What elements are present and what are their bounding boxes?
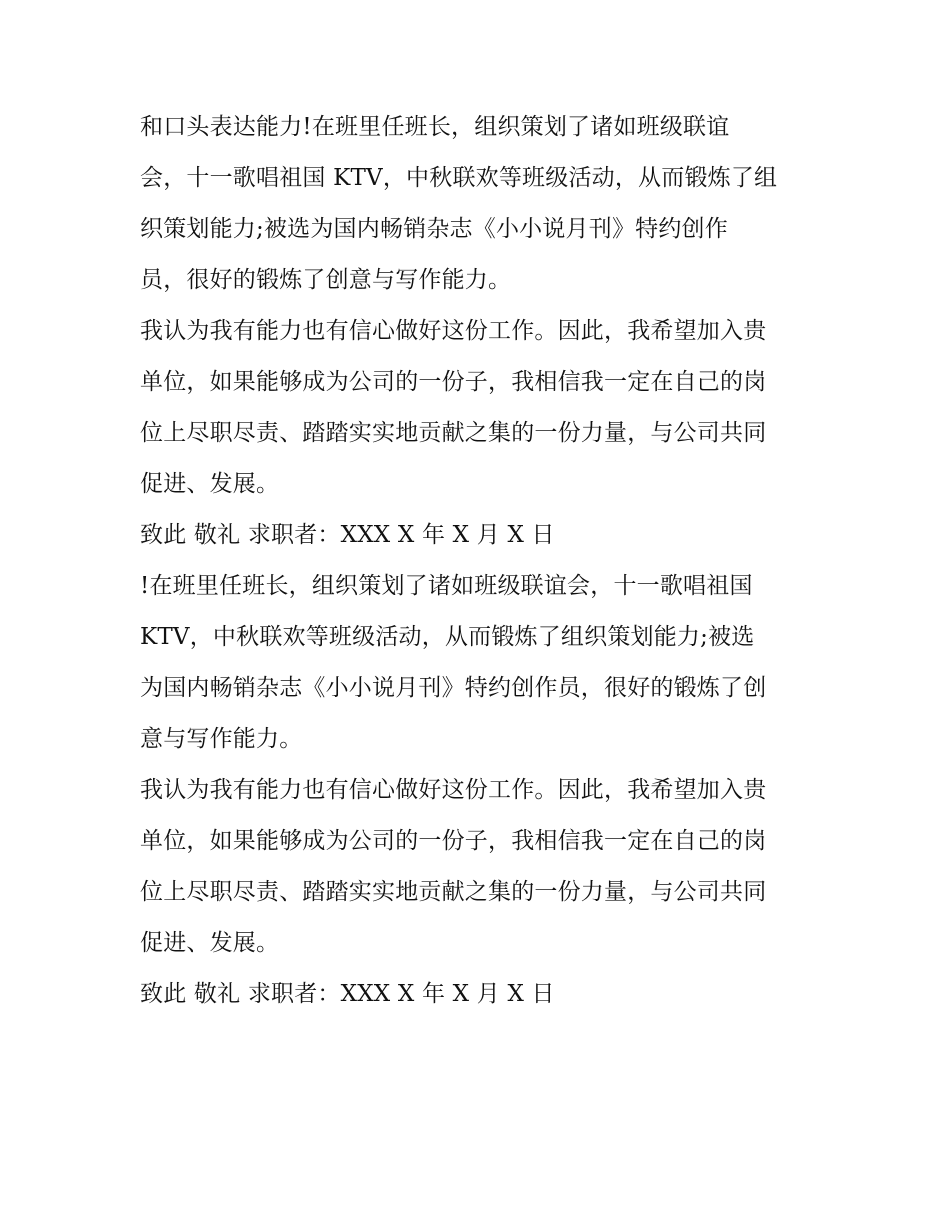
text-line: 织策划能力;被选为国内畅销杂志《小小说月刊》特约创作: [140, 216, 728, 242]
text-line: 为国内畅销杂志《小小说月刊》特约创作员，很好的锻炼了创: [140, 675, 767, 701]
signature-line: 致此 敬礼 求职者：XXX X 年 X 月 X 日: [140, 981, 555, 1007]
text-line: 促进、发展。: [140, 930, 280, 956]
text-line: 位上尽职尽责、踏踏实实地贡献之集的一份力量，与公司共同: [140, 879, 767, 905]
text-line: 意与写作能力。: [140, 726, 303, 752]
text-line: 促进、发展。: [140, 471, 280, 497]
text-line: 单位，如果能够成为公司的一份子，我相信我一定在自己的岗: [140, 828, 767, 854]
text-line: 和口头表达能力!在班里任班长，组织策划了诸如班级联谊: [140, 114, 730, 140]
text-line: KTV，中秋联欢等班级活动，从而锻炼了组织策划能力;被选: [140, 624, 755, 650]
text-line: 我认为我有能力也有信心做好这份工作。因此，我希望加入贵: [140, 777, 767, 803]
signature-line: 致此 敬礼 求职者：XXX X 年 X 月 X 日: [140, 522, 555, 548]
document-body: [140, 102, 820, 1020]
text-line: !在班里任班长，组织策划了诸如班级联谊会，十一歌唱祖国: [140, 573, 753, 599]
text-line: 员，很好的锻炼了创意与写作能力。: [140, 267, 512, 293]
text-line: 位上尽职尽责、踏踏实实地贡献之集的一份力量，与公司共同: [140, 420, 767, 446]
text-line: 单位，如果能够成为公司的一份子，我相信我一定在自己的岗: [140, 369, 767, 395]
text-line: 我认为我有能力也有信心做好这份工作。因此，我希望加入贵: [140, 318, 767, 344]
text-line: 会，十一歌唱祖国 KTV，中秋联欢等班级活动，从而锻炼了组: [140, 165, 778, 191]
